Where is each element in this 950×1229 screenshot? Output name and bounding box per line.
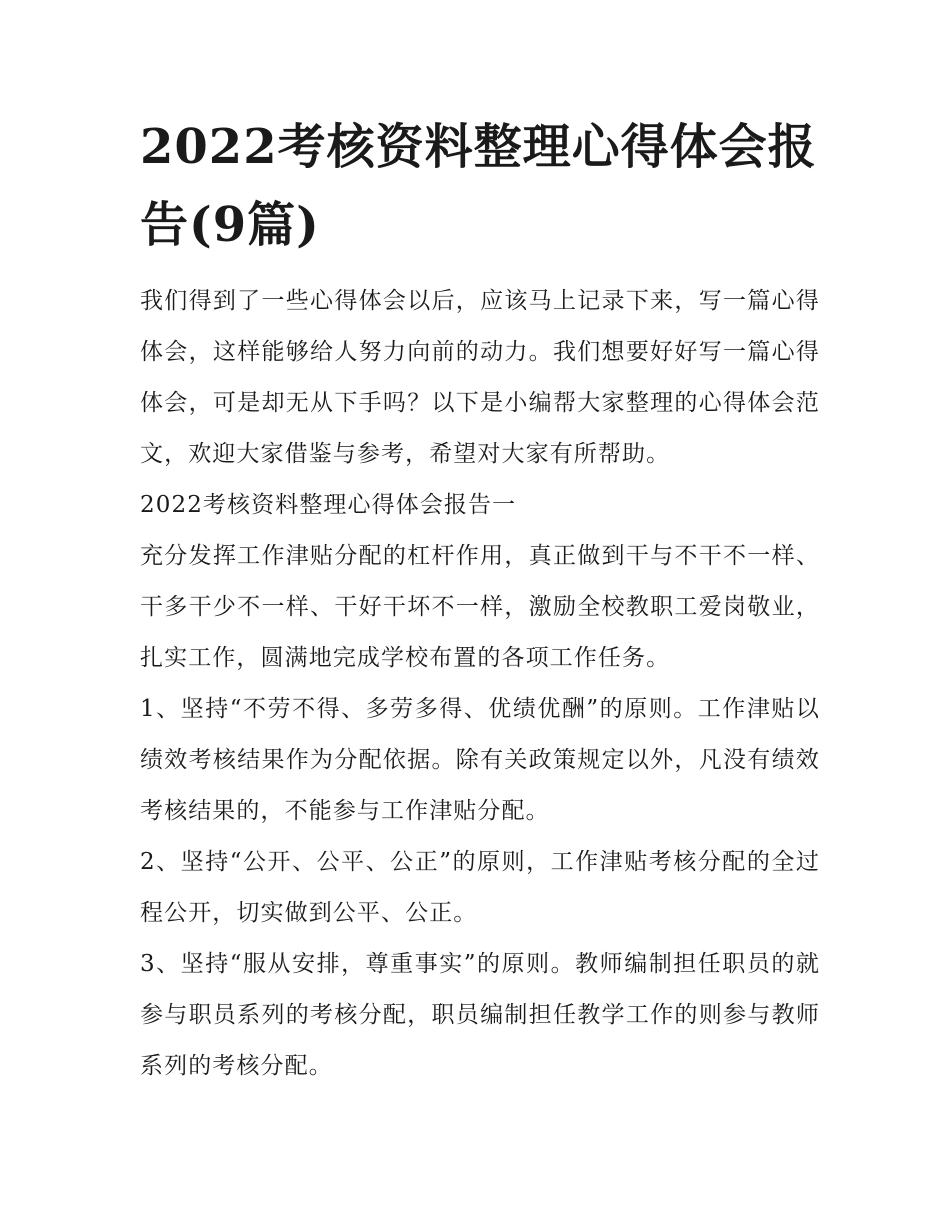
document-page	[140, 108, 820, 1092]
principle-3-paragraph: 3、坚持“服从安排，尊重事实”的原则。教师编制担任职员的就参与职员系列的考核分配，职员编制担任教学工作的则参与教师系列的考核分配。	[140, 951, 820, 1079]
principle-1-paragraph: 1、坚持“不劳不得、多劳多得、优绩优酬”的原则。工作津贴以绩效考核结果作为分配依据。除有关政策规定以外，凡没有绩效考核结果的，不能参与工作津贴分配。	[140, 696, 820, 824]
section-heading: 2022考核资料整理心得体会报告一	[140, 492, 517, 518]
principle-2-paragraph: 2、坚持“公开、公平、公正”的原则，工作津贴考核分配的全过程公开，切实做到公平、公正。	[140, 849, 820, 926]
document-title: 2022考核资料整理心得体会报告(9篇)	[140, 119, 817, 253]
body-paragraph: 充分发挥工作津贴分配的杠杆作用，真正做到干与不干不一样、干多干少不一样、干好干坏不一样，激励全校教职工爱岗敬业，扎实工作，圆满地完成学校布置的各项工作任务。	[140, 543, 820, 671]
intro-paragraph: 我们得到了一些心得体会以后，应该马上记录下来，写一篇心得体会，这样能够给人努力向前的动力。我们想要好好写一篇心得体会，可是却无从下手吗？以下是小编帮大家整理的心得体会范文，欢迎大家借鉴与参考，希望对大家有所帮助。	[140, 288, 820, 467]
